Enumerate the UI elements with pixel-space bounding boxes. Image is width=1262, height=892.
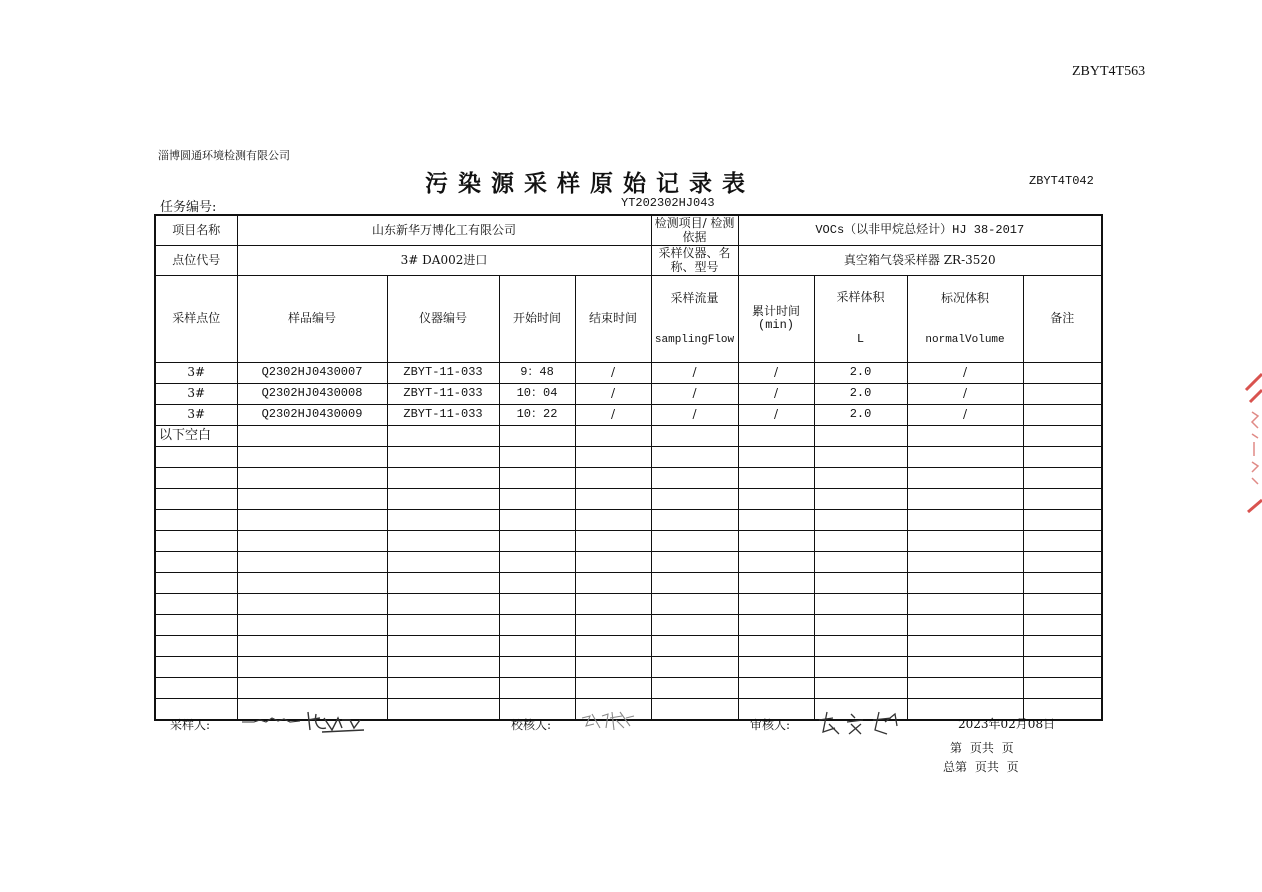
col-sample-number: 样品编号 [237, 276, 387, 363]
instrument-value: 真空箱气袋采样器 ZR-3520 [738, 246, 1102, 276]
cell: / [575, 405, 651, 426]
cell [1023, 363, 1102, 384]
cell: / [738, 405, 814, 426]
company-name: 淄博圆通环境检测有限公司 [158, 149, 290, 162]
reviewer-signature [815, 706, 905, 738]
cell: 2.0 [814, 405, 907, 426]
col-sampling-volume [814, 276, 907, 363]
cell: 2.0 [814, 384, 907, 405]
cell: 3# [155, 405, 237, 426]
point-code-label: 点位代号 [155, 246, 237, 276]
cell: Q2302HJ0430007 [237, 363, 387, 384]
col-sampling-volume-title: 采样体积 [836, 290, 885, 305]
col-sampling-flow-unit: samplingFlow [654, 333, 735, 346]
cell: 3# [155, 384, 237, 405]
form-code: ZBYT4T042 [1029, 174, 1094, 188]
cell: / [651, 363, 738, 384]
cell: Q2302HJ0430009 [237, 405, 387, 426]
cell: 2.0 [814, 363, 907, 384]
col-sampling-flow-title: 采样流量 [670, 290, 719, 305]
point-code-value: 3# DA002进口 [237, 246, 651, 276]
cell: / [738, 384, 814, 405]
col-instrument-number: 仪器编号 [387, 276, 499, 363]
blank-note: 以下空白 [155, 426, 237, 447]
cell: / [651, 384, 738, 405]
col-cumulative-time-title: 累计时间 [752, 304, 801, 319]
seal-stamp-fragment [1238, 372, 1262, 520]
cell [1023, 405, 1102, 426]
col-end-time: 结束时间 [575, 276, 651, 363]
cell: / [907, 384, 1023, 405]
cell: 3# [155, 363, 237, 384]
project-name-label: 项目名称 [155, 215, 237, 246]
col-standard-volume-title: 标况体积 [941, 290, 990, 305]
cell: / [651, 405, 738, 426]
table-row [155, 426, 1102, 447]
document-code: ZBYT4T563 [1072, 64, 1146, 79]
page-title: 污染源采样原始记录表 [425, 170, 755, 197]
cell: 9：48 [499, 363, 575, 384]
col-cumulative-time [738, 276, 814, 363]
cell: Q2302HJ0430008 [237, 384, 387, 405]
cell: 10：22 [499, 405, 575, 426]
sampler-label: 采样人: [170, 718, 211, 732]
reviewer-label: 审核人: [750, 718, 791, 732]
task-number-value: YT202302HJ043 [621, 196, 715, 210]
page-number-line: 第 页共 页 [950, 741, 1014, 755]
table-row [155, 363, 1102, 384]
cell: ZBYT-11-033 [387, 384, 499, 405]
checker-signature [578, 708, 638, 734]
cell: / [575, 384, 651, 405]
cell: 10：04 [499, 384, 575, 405]
col-start-time: 开始时间 [499, 276, 575, 363]
cell: / [575, 363, 651, 384]
sampler-signature [238, 708, 368, 738]
col-sampling-point: 采样点位 [155, 276, 237, 363]
cell: / [738, 363, 814, 384]
cell: ZBYT-11-033 [387, 363, 499, 384]
col-standard-volume-unit: normalVolume [925, 333, 1005, 346]
sign-date: 2023年02月08日 [958, 717, 1056, 731]
task-number-label: 任务编号: [160, 200, 217, 215]
project-name-value: 山东新华万博化工有限公司 [237, 215, 651, 246]
detect-basis-value: VOCs（以非甲烷总烃计）HJ 38-2017 [738, 215, 1102, 246]
col-standard-volume [907, 276, 1023, 363]
total-page-number-line: 总第 页共 页 [943, 760, 1019, 774]
detect-basis-label: 检测项目/ 检测依据 [651, 215, 738, 246]
table-row [155, 405, 1102, 426]
cell [1023, 384, 1102, 405]
col-sampling-flow [651, 276, 738, 363]
checker-label: 校核人: [511, 718, 552, 732]
record-table [154, 214, 1103, 721]
cell: ZBYT-11-033 [387, 405, 499, 426]
col-cumulative-time-unit: (min) [758, 318, 795, 332]
col-sampling-volume-unit: L [856, 332, 865, 346]
cell: / [907, 405, 1023, 426]
cell: / [907, 363, 1023, 384]
table-row [155, 384, 1102, 405]
instrument-label: 采样仪器、名称、型号 [651, 246, 738, 276]
col-remark: 备注 [1023, 276, 1102, 363]
